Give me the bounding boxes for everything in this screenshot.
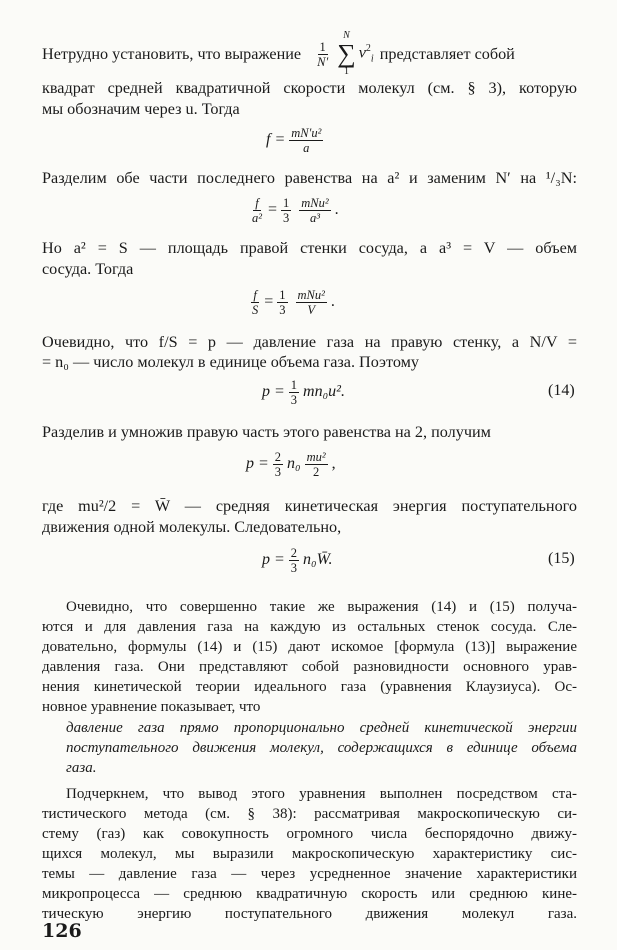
but-line-1: Но a² = S — площадь правой стенки сосуда, а a³ = V — объем	[42, 239, 577, 257]
statement-line-3: газа.	[66, 760, 97, 776]
f3-lhs-fraction	[250, 288, 260, 317]
f3-lhs-numerator: f	[253, 287, 257, 302]
obvious-line-1: Очевидно, что f/S = p — давление газа на правую стенку, а N/V =	[42, 333, 577, 351]
f14-coef-numerator: 1	[290, 377, 298, 392]
f1-fraction	[289, 126, 323, 155]
formula-f-definition	[266, 118, 327, 162]
formula-14	[262, 370, 345, 414]
para3-line-5: темы — давление газа — через усредненное значение характеристики	[42, 866, 577, 882]
f15-coef-denominator: 3	[290, 560, 298, 575]
f2-lhs-denominator: a²	[252, 210, 262, 225]
f1-numerator: mN′u²	[291, 125, 322, 140]
intro-text-before: Нетрудно установить, что выражение	[42, 45, 302, 63]
para3-line-1: Подчеркнем, что вывод этого уравнения выполнен посредством ста-	[66, 786, 577, 802]
where-line-2: движения одной молекулы. Следовательно,	[42, 518, 342, 536]
sigma-symbol: ∑	[337, 39, 356, 68]
f3-numerator: mNu²	[297, 287, 325, 302]
f5-energy-fraction	[305, 450, 328, 479]
para3-line-3: стему (газ) как совокупность огромного числа беспорядочно движу-	[42, 826, 577, 842]
f3-denominator: V	[307, 302, 316, 317]
f5-denominator: 2	[313, 464, 320, 479]
f14-lhs: p =	[262, 383, 285, 400]
f3-rhs-fraction	[296, 288, 327, 317]
sum-term: $v^2_i$	[358, 42, 374, 65]
f14-coef-denominator: 3	[290, 392, 298, 407]
para2-line-3: довательно, формулы (14) и (15) дают искомое [формула (13)] выражение	[42, 639, 577, 655]
para2-line-6: новное уравнение показывает, что	[42, 699, 261, 715]
f5-numerator: mu²	[306, 449, 326, 464]
intro-line-2: квадрат средней квадратичной скорости молекул (см. § 3), которую	[42, 79, 577, 97]
where-line-1: где mu²/2 = W̄ — средняя кинетическая энергия поступательного	[42, 497, 577, 515]
sum-prefactor-numerator: 1	[319, 39, 326, 54]
f15-coefficient	[289, 546, 299, 575]
sum-prefactor	[315, 40, 330, 69]
f3-coef-denominator: 3	[279, 302, 286, 317]
formula-p-energy	[246, 442, 336, 486]
f2-denominator: a³	[309, 210, 320, 225]
f2-rhs-fraction	[299, 196, 330, 225]
para3-line-6: микропроцесса — среднюю квадратичную скорость или среднюю кине-	[42, 886, 577, 902]
para2-line-5: нения кинетической теории идеального газа (уравнения Клаузиуса). Ос-	[42, 679, 577, 695]
f5-coef-numerator: 2	[274, 449, 282, 464]
f2-numerator: mNu²	[301, 195, 329, 210]
obvious-line-2: = n₀ — число молекул в единице объема газа. Поэтому	[42, 353, 419, 371]
f15-coef-numerator: 2	[290, 545, 298, 560]
formula-f-over-a2	[246, 188, 339, 232]
f2-lhs-numerator: f	[255, 195, 259, 210]
sum-lower-limit: 1	[343, 66, 349, 77]
f2-equals: =	[268, 201, 278, 218]
para2-line-1: Очевидно, что совершенно такие же выражения (14) и (15) получа-	[66, 599, 577, 615]
f3-coefficient	[277, 288, 287, 317]
f2-period: .	[334, 201, 339, 218]
f5-lhs: p =	[246, 455, 269, 472]
f14-rhs: mn₀u².	[303, 383, 345, 400]
summation-sign	[337, 31, 356, 77]
f2-coef-denominator: 3	[283, 210, 290, 225]
para3-line-7: тическую энергию поступательного движения молекул газа.	[42, 906, 577, 922]
f5-n0: n₀	[287, 455, 301, 472]
sum-term-v: v	[358, 43, 366, 62]
statement-line-1: давление газа прямо пропорционально средней кинетической энергии	[66, 720, 577, 736]
formula-f-over-s	[246, 280, 335, 324]
multiply-line: Разделив и умножив правую часть этого равенства на 2, получим	[42, 423, 491, 441]
f15-rhs: n₀W̄.	[303, 551, 333, 568]
sum-upper-limit: N	[343, 30, 350, 41]
formula-15	[262, 538, 332, 582]
statement-line-2: поступательного движения молекул, содержащихся в единице объема	[66, 740, 577, 756]
intro-text-after: представляет собой	[379, 45, 515, 63]
equation-label-14: (14)	[548, 382, 575, 399]
para3-line-2: тистического метода (см. § 38): рассматривая макроскопическую си-	[42, 806, 577, 822]
divide-line: Разделим обе части последнего равенства на a² и заменим N′ на ¹/₃N:	[42, 169, 577, 187]
f1-lhs: f =	[266, 131, 286, 148]
intro-line-3: мы обозначим через u. Тогда	[42, 100, 240, 118]
equation-label-15: (15)	[548, 550, 575, 567]
f1-denominator: a	[303, 140, 310, 155]
sum-prefactor-denominator: N′	[317, 54, 329, 69]
f3-lhs-denominator: S	[252, 302, 259, 317]
f14-coefficient	[289, 378, 299, 407]
page-number: 126	[42, 920, 82, 942]
intro-line-1	[42, 32, 577, 76]
f3-period: .	[330, 293, 335, 310]
para2-line-2: ются и для давления газа на каждую из остальных стенок сосуда. Сле-	[42, 619, 577, 635]
f5-coefficient	[273, 450, 283, 479]
f2-coefficient	[281, 196, 291, 225]
para2-line-4: давления газа. Они представляют собой разновидности основного урав-	[42, 659, 577, 675]
para3-line-4: щихся молекул, мы выразили макроскопическую характеристику сис-	[42, 846, 577, 862]
f5-comma: ,	[331, 455, 336, 472]
f2-coef-numerator: 1	[283, 195, 290, 210]
but-line-2: сосуда. Тогда	[42, 260, 134, 278]
f2-lhs-fraction	[250, 196, 264, 225]
f5-coef-denominator: 3	[274, 464, 282, 479]
f3-equals: =	[264, 293, 274, 310]
f15-lhs: p =	[262, 551, 285, 568]
f3-coef-numerator: 1	[279, 287, 286, 302]
